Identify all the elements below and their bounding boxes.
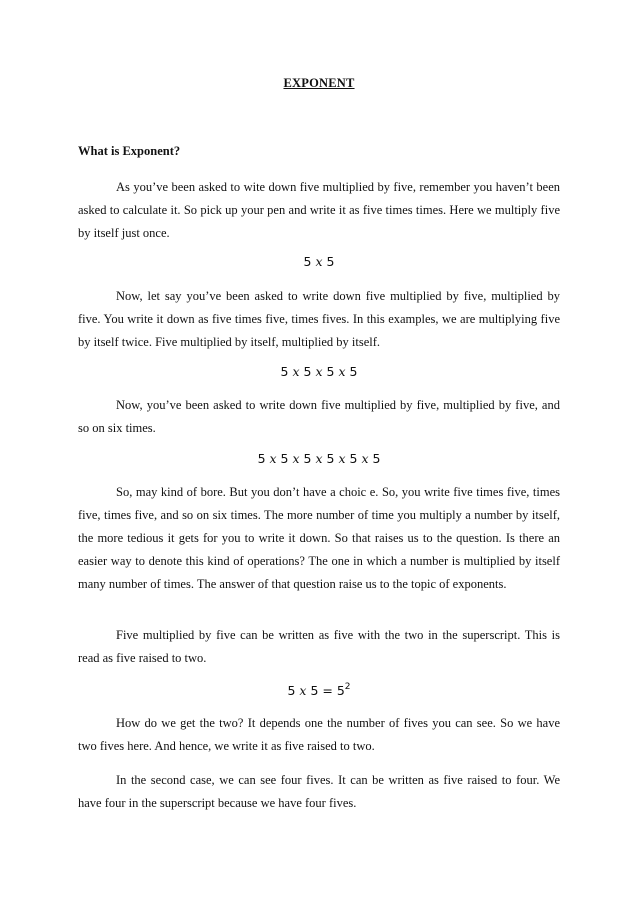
equation-six-fives [0, 451, 638, 466]
paragraph-1: As you’ve been asked to wite down five multiplied by five, remember you haven’t been asked to calculate it. So pick up your pen and write it as five times times. Here we multiply five by itself just once. [78, 180, 560, 240]
eq-operator: x [292, 451, 300, 466]
eq-number: 5 [303, 451, 312, 466]
eq-number: 5 [326, 364, 335, 379]
eq-operator: x [315, 364, 323, 379]
eq-number: 5 [280, 364, 289, 379]
eq-number: 5 [257, 451, 266, 466]
eq-equals: = [322, 683, 333, 698]
eq-number: 5 [336, 683, 345, 698]
paragraph-6: How do we get the two? It depends one the number of fives you can see. So we have two fives here. And hence, we write it as five raised to two. [78, 716, 560, 753]
equation-four-fives [0, 364, 638, 379]
eq-operator: x [269, 451, 277, 466]
eq-number: 5 [280, 451, 289, 466]
eq-operator: x [292, 364, 300, 379]
eq-number: 5 [326, 451, 335, 466]
eq-number: 5 [303, 254, 312, 269]
paragraph-3: Now, you’ve been asked to write down five multiplied by five, multiplied by five, and so on six times. [78, 398, 560, 435]
equation-five-times-five [0, 254, 638, 269]
paragraph-4: So, may kind of bore. But you don’t have a choic e. So, you write five times five, times five, times five, and so on six times. The more number of time you multiply a number by itself, the more tedious it gets for you to write it down. So that raises us to the question. Is there an easier way to denote this kind of operations? The one in which a number is multiplied by itself many number of times. The answer of that question raise us to the topic of exponents. [78, 485, 560, 591]
section-heading: What is Exponent? [78, 144, 181, 158]
eq-number: 5 [287, 683, 296, 698]
paragraph-2: Now, let say you’ve been asked to write down five multiplied by five, multiplied by five. You write it down as five times five, times fives. In this examples, we are multiplying five by itself twice. Five multiplied by itself, multiplied by itself. [78, 289, 560, 349]
page-title: EXPONENT [283, 76, 355, 90]
eq-number: 5 [349, 364, 358, 379]
eq-operator: x [338, 451, 346, 466]
eq-exponent: 2 [344, 682, 351, 692]
eq-number: 5 [310, 683, 319, 698]
eq-operator: x [338, 364, 346, 379]
eq-number: 5 [372, 451, 381, 466]
eq-operator: x [361, 451, 369, 466]
equation-five-squared [0, 683, 638, 698]
paragraph-7: In the second case, we can see four fives. It can be written as five raised to four. We have four in the superscript because we have four fives. [78, 773, 560, 810]
eq-number: 5 [326, 254, 335, 269]
eq-operator: x [315, 451, 323, 466]
eq-operator: x [315, 254, 323, 269]
eq-operator: x [299, 683, 307, 698]
eq-number: 5 [349, 451, 358, 466]
paragraph-5: Five multiplied by five can be written as five with the two in the superscript. This is read as five raised to two. [78, 628, 560, 665]
eq-number: 5 [303, 364, 312, 379]
